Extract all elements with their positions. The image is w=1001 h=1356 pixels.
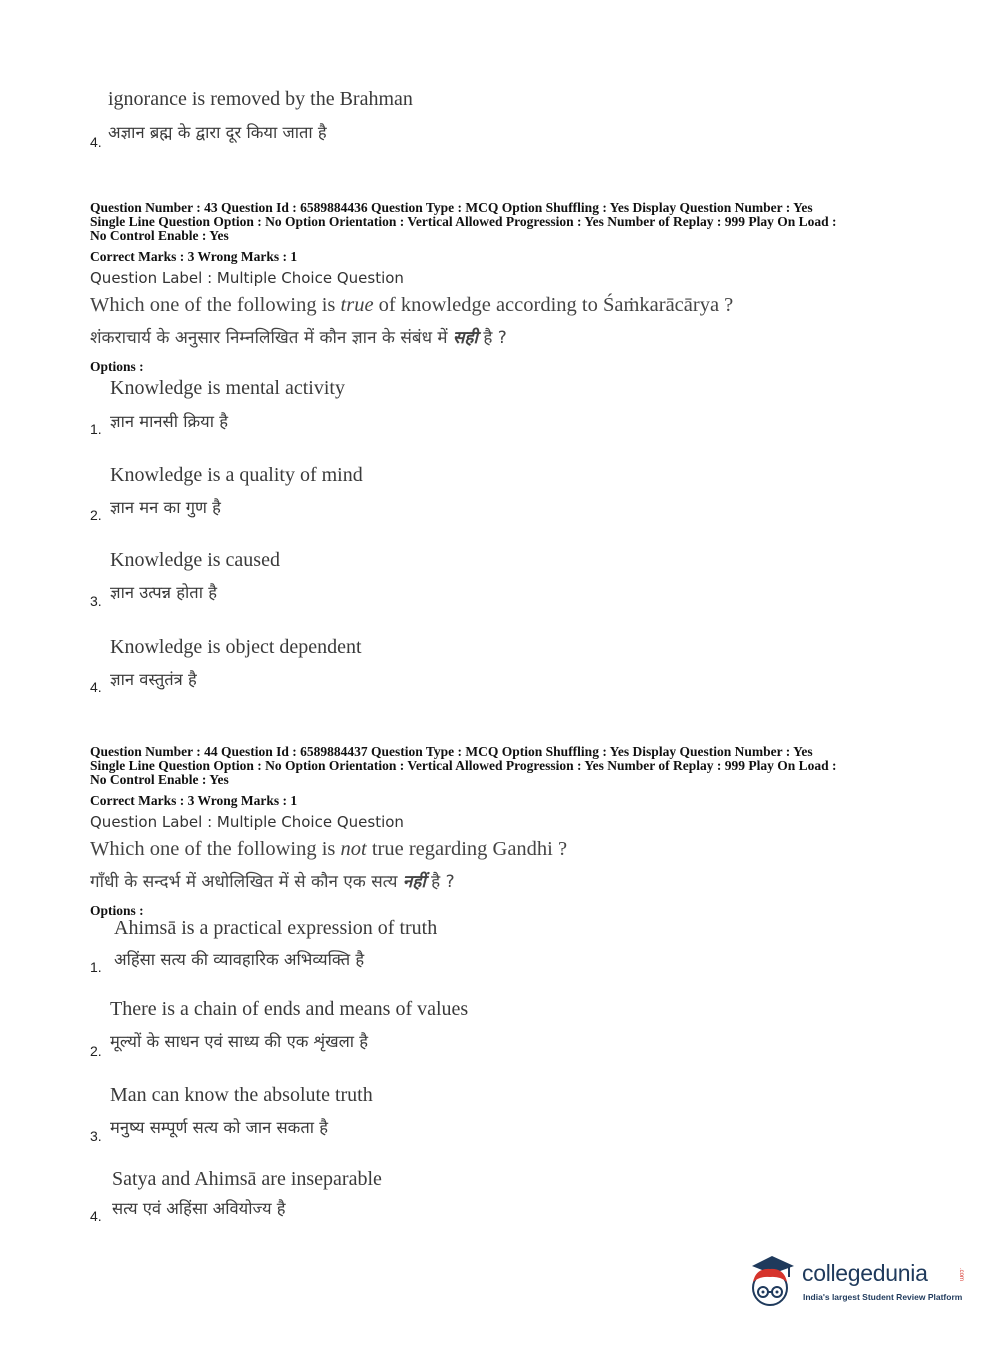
emphasis-word: नहीं <box>402 872 426 892</box>
question-text-hindi: गाँधी के सन्दर्भ में अधोलिखित में से कौन एक सत्य नहीं है ? <box>90 872 455 892</box>
option-number: 4. <box>90 1208 102 1224</box>
options-heading: Options : <box>90 359 144 374</box>
option-number: 1. <box>90 959 102 975</box>
option-number: 2. <box>90 1043 102 1059</box>
mascot-icon <box>742 1252 800 1314</box>
option-number: 4. <box>90 679 102 695</box>
option-text-hindi: मनुष्य सम्पूर्ण सत्य को जान सकता है <box>110 1118 329 1137</box>
collegedunia-logo <box>742 1252 972 1314</box>
option-number: 2. <box>90 507 102 523</box>
option-text-english: Knowledge is mental activity <box>110 377 345 399</box>
prev-option-4-hindi: अज्ञान ब्रह्म के द्वारा दूर किया जाता है <box>108 123 327 142</box>
option-text-hindi: अहिंसा सत्य की व्यावहारिक अभिव्यक्ति है <box>114 950 365 969</box>
option-text-english: Knowledge is caused <box>110 549 280 571</box>
option-text-hindi: ज्ञान मन का गुण है <box>110 498 221 517</box>
brand-suffix: .com <box>958 1268 964 1282</box>
marks-info: Correct Marks : 3 Wrong Marks : 1 <box>90 793 298 808</box>
question-text-hindi: शंकराचार्य के अनुसार निम्नलिखित में कौन ज्ञान के संबंध में सही है ? <box>90 328 507 348</box>
question-label: Question Label : Multiple Choice Question <box>90 269 404 287</box>
question-meta-line-1: Question Number : 43 Question Id : 6589884436 Question Type : MCQ Option Shuffling : Yes Display Question Number : Yes <box>90 200 813 215</box>
option-number: 1. <box>90 421 102 437</box>
brand-tagline: India's largest Student Review Platform <box>803 1292 963 1302</box>
marks-info: Correct Marks : 3 Wrong Marks : 1 <box>90 249 298 264</box>
option-text-hindi: ज्ञान उत्पन्न होता है <box>110 583 217 602</box>
question-text-english: Which one of the following is not true regarding Gandhi ? <box>90 838 568 860</box>
question-label: Question Label : Multiple Choice Question <box>90 813 404 831</box>
option-text-hindi: सत्य एवं अहिंसा अवियोज्य है <box>112 1199 286 1218</box>
prev-option-4-number: 4. <box>90 134 102 150</box>
emphasis-word: सही <box>453 328 478 348</box>
option-text-english: There is a chain of ends and means of values <box>110 998 469 1020</box>
option-text-english: Ahimsā is a practical expression of truth <box>114 917 438 939</box>
option-number: 3. <box>90 1128 102 1144</box>
question-meta-line-2: Single Line Question Option : No Option Orientation : Vertical Allowed Progression : Yes Number of Replay : 999 Play On Load : <box>90 758 837 773</box>
options-heading: Options : <box>90 903 144 918</box>
option-text-hindi: ज्ञान मानसी क्रिया है <box>110 412 229 431</box>
question-meta-line-2: Single Line Question Option : No Option Orientation : Vertical Allowed Progression : Yes Number of Replay : 999 Play On Load : <box>90 214 837 229</box>
option-text-hindi: मूल्यों के साधन एवं साध्य की एक शृंखला है <box>110 1032 369 1051</box>
option-text-english: Man can know the absolute truth <box>110 1084 373 1106</box>
question-text-english: Which one of the following is true of knowledge according to Śaṁkarācārya ? <box>90 294 734 316</box>
option-text-english: Knowledge is a quality of mind <box>110 464 363 486</box>
question-meta-line-3: No Control Enable : Yes <box>90 228 229 243</box>
emphasis-word: not <box>340 838 367 860</box>
option-number: 3. <box>90 593 102 609</box>
question-meta-line-1: Question Number : 44 Question Id : 6589884437 Question Type : MCQ Option Shuffling : Yes Display Question Number : Yes <box>90 744 813 759</box>
option-text-english: Knowledge is object dependent <box>110 636 362 658</box>
option-text-hindi: ज्ञान वस्तुतंत्र है <box>110 670 197 689</box>
question-meta-line-3: No Control Enable : Yes <box>90 772 229 787</box>
emphasis-word: true <box>340 294 374 316</box>
prev-option-4-english: ignorance is removed by the Brahman <box>108 88 413 110</box>
option-text-english: Satya and Ahimsā are inseparable <box>112 1168 382 1190</box>
brand-name: collegedunia <box>802 1260 928 1286</box>
